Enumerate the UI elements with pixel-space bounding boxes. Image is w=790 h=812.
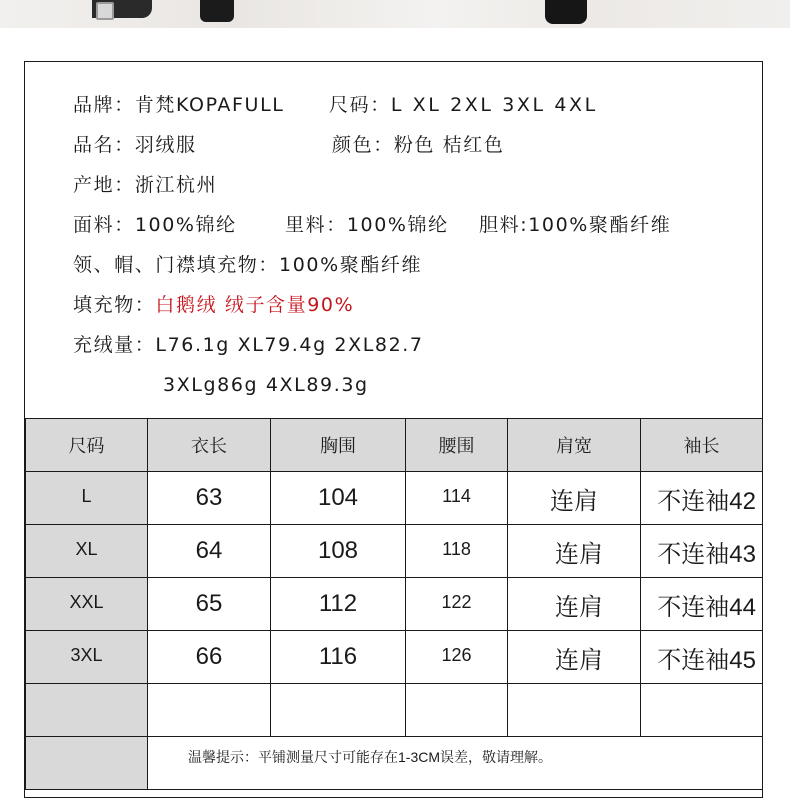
fill-amount-line2: 3XLg86g 4XL89.3g <box>163 374 369 396</box>
brand-label: 品牌： <box>73 94 135 116</box>
header-length: 衣长 <box>148 419 271 472</box>
row-chest: 108 <box>271 525 406 578</box>
header-shoulder: 肩宽 <box>508 419 641 472</box>
lining-line <box>285 215 449 235</box>
row-waist: 122 <box>406 578 508 631</box>
row-shoulder: 连肩 <box>508 525 641 578</box>
header-chest: 胸围 <box>271 419 406 472</box>
color-label: 颜色： <box>332 134 394 156</box>
measurement-note: 温馨提示：平铺测量尺寸可能存在1-3CM误差，敬请理解。 <box>148 737 763 790</box>
collar-fill-value: 100%聚酯纤维 <box>279 254 423 276</box>
empty-size-cell <box>26 684 148 737</box>
collar-fill-label: 领、帽、门襟填充物： <box>73 254 280 276</box>
photo-boot-right <box>545 0 587 24</box>
header-sleeve: 袖长 <box>641 419 763 472</box>
row-sleeve: 不连袖42 <box>641 472 763 525</box>
fill-amount-label: 充绒量： <box>73 334 156 356</box>
fill-amount-continued <box>163 375 369 395</box>
origin-label: 产地： <box>73 174 135 196</box>
fill-line <box>73 295 354 315</box>
row-waist: 118 <box>406 525 508 578</box>
row-size: XXL <box>26 578 148 631</box>
size-line <box>329 95 598 115</box>
empty-cell <box>271 684 406 737</box>
lining-label: 里料： <box>285 214 347 236</box>
fill-amount-line1: L76.1g XL79.4g 2XL82.7 <box>155 334 424 356</box>
table-row <box>26 578 763 631</box>
row-waist: 114 <box>406 472 508 525</box>
photo-boot-left <box>200 0 234 22</box>
empty-cell <box>406 684 508 737</box>
size-table-header <box>26 419 763 472</box>
fabric-label: 面料： <box>73 214 135 236</box>
row-length: 66 <box>148 631 271 684</box>
row-shoulder: 连肩 <box>508 578 641 631</box>
row-size: XL <box>26 525 148 578</box>
product-spec-frame <box>24 61 763 798</box>
fill-label: 填充物： <box>73 294 156 316</box>
fabric-line <box>73 215 237 235</box>
inner-value: 100%聚酯纤维 <box>528 214 672 236</box>
lining-value: 100%锦纶 <box>346 214 449 236</box>
photo-bag-clasp <box>96 2 114 20</box>
origin-value: 浙江杭州 <box>134 174 218 196</box>
row-length: 63 <box>148 472 271 525</box>
row-size: 3XL <box>26 631 148 684</box>
origin-line <box>73 175 217 195</box>
table-row <box>26 631 763 684</box>
header-size: 尺码 <box>26 419 148 472</box>
name-value: 羽绒服 <box>134 134 197 156</box>
row-shoulder: 连肩 <box>508 472 641 525</box>
row-chest: 112 <box>271 578 406 631</box>
empty-cell <box>641 684 763 737</box>
brand-line <box>73 95 284 115</box>
size-value: L XL 2XL 3XL 4XL <box>390 94 598 116</box>
empty-cell <box>148 684 271 737</box>
table-row-note <box>26 737 763 790</box>
fill-value: 白鹅绒 绒子含量90% <box>155 294 355 316</box>
row-size: L <box>26 472 148 525</box>
row-chest: 116 <box>271 631 406 684</box>
note-size-cell <box>26 737 148 790</box>
row-sleeve: 不连袖44 <box>641 578 763 631</box>
row-length: 65 <box>148 578 271 631</box>
table-row-empty <box>26 684 763 737</box>
table-row <box>26 525 763 578</box>
color-value: 粉色 桔红色 <box>393 134 505 156</box>
name-line <box>73 135 197 155</box>
row-sleeve: 不连袖45 <box>641 631 763 684</box>
size-table <box>25 418 763 790</box>
brand-value: 肯梵KOPAFULL <box>134 94 285 116</box>
name-label: 品名： <box>73 134 135 156</box>
color-line <box>332 135 504 155</box>
row-shoulder: 连肩 <box>508 631 641 684</box>
inner-label: 胆料: <box>479 214 529 236</box>
row-chest: 104 <box>271 472 406 525</box>
row-waist: 126 <box>406 631 508 684</box>
fabric-value: 100%锦纶 <box>134 214 237 236</box>
collar-fill-line <box>73 255 422 275</box>
size-label: 尺码： <box>329 94 391 116</box>
row-sleeve: 不连袖43 <box>641 525 763 578</box>
empty-cell <box>508 684 641 737</box>
fill-amount-line <box>73 335 424 355</box>
inner-line <box>479 215 671 235</box>
product-photo-strip <box>0 0 790 28</box>
header-waist: 腰围 <box>406 419 508 472</box>
table-row <box>26 472 763 525</box>
row-length: 64 <box>148 525 271 578</box>
